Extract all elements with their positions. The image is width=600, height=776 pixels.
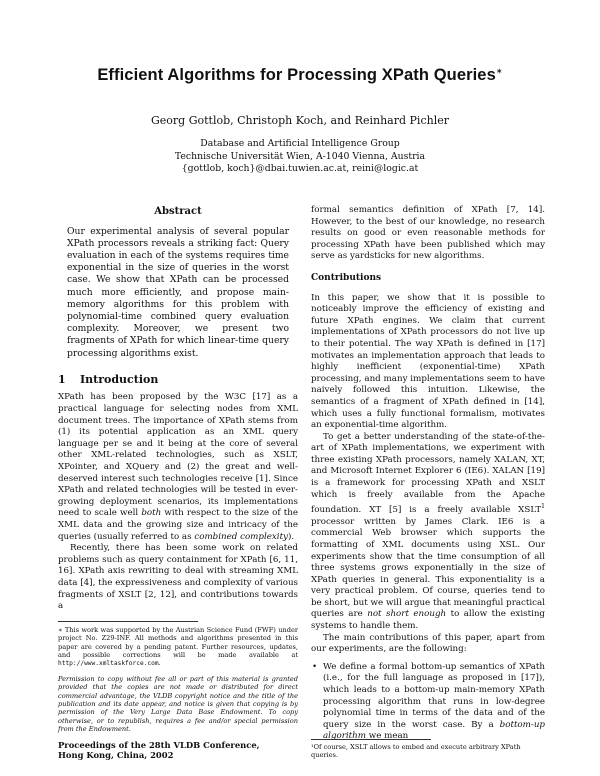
contrib-paragraph-1: In this paper, we show that it is possible to noticeably improve the efficiency of existing and future XPath engines. We claim that current implementations of XPath processors do not live up to their potential. The way XPath is defined in [17] motivates an implementation approach that leads to highly inefficient (exponential-time) XPath processing, and many implementations seem to have naively followed this intuition. Likewise, the semantics of a fragment of XPath defined in [14], which uses a fully functional formalism, motivates an exponential-time algorithm. bbox=[311, 292, 545, 431]
funding-footnote bbox=[58, 626, 298, 669]
abstract-heading: Abstract bbox=[154, 206, 202, 217]
affiliation bbox=[0, 138, 600, 176]
right-column bbox=[311, 205, 545, 743]
footnote-divider bbox=[311, 739, 431, 740]
right-footnote bbox=[311, 739, 545, 760]
authors: Georg Gottlob, Christoph Koch, and Reinhard Pichler bbox=[151, 114, 449, 127]
intro-p1-emphasis: both bbox=[141, 508, 162, 519]
list-item bbox=[312, 661, 545, 743]
left-column bbox=[58, 206, 298, 761]
intro-paragraph-2: Recently, there has been some work on related problems such as query containment for XPath [6, 11, 16]. XPath axis rewriting to deal with streaming XML data [4], the expressiveness and complexity of various fragments of XSLT [2, 12], and contributions towards a bbox=[58, 543, 298, 612]
section-title: Introduction bbox=[80, 372, 159, 386]
contrib-p2-text: To get a better understanding of the state-of-the-art of XPath implementations, we experiment with three existing XPath processors, namely XALAN, XT, and Microsoft Internet Explorer 6 (IE6). XALAN [19] is a framework for processing XPath and XSLT which is freely available from the Apache foundation. XT [5] is a freely available XSLT bbox=[311, 431, 545, 516]
footnote-end: . bbox=[158, 659, 161, 668]
contrib-p2-rest: processor written by James Clark. IE6 is a commercial Web browser which supports the formatting of XML documents using XSL. Our experiments show that the time consumption of all three systems grows exponentially in the size of XPath queries in general. This exponentiality is a very practical problem. Of course, queries tend to be short, but we will argue that meaningful practical queries are bbox=[311, 516, 545, 620]
contrib-p2-emphasis: not short enough bbox=[367, 609, 447, 620]
permission-notice: Permission to copy without fee all or part of this material is granted provided that the copies are not made or distributed for direct commercial advantage, the VLDB copyright notice and the title of the publication and its date appear, and notice is given that copying is by permission of the Very Large Data Base Endowment. To copy otherwise, or to republish, requires a fee and/or special permission from the Endowment. bbox=[58, 674, 298, 734]
section-heading-introduction bbox=[58, 374, 298, 386]
intro-paragraph-1 bbox=[58, 392, 298, 543]
contrib-paragraph-2 bbox=[311, 432, 545, 633]
list-item-text: We define a formal bottom-up semantics of XPath (i.e., for the full language as proposed in [17]), which leads to a bottom-up main-memory XPath processing algorithm that runs in low-degree polynomial time in terms of the data and of the query size in the worst case. By a bbox=[323, 661, 545, 730]
abstract-text: Our experimental analysis of several popular XPath processors reveals a striking fact: Query evaluation in each of the systems requires time exponential in the size of queries in the worst case. We show that XPath can be processed much more efficiently, and propose main-memory algorithms for this problem with polynomial-time combined query evaluation complexity. Moreover, we present two fragments of XPath for which linear-time query processing algorithms exist. bbox=[67, 225, 289, 359]
affiliation-address: Technische Universität Wien, A-1040 Vienna, Austria bbox=[174, 150, 426, 162]
intro-p1-end: ). bbox=[287, 531, 295, 542]
intro-p1-text: XPath has been proposed by the W3C [17] as a practical language for selecting nodes from XML document trees. The importance of XPath stems from (1) its potential application as an XML query language per se and it being at the core of several other XML-related technologies, such as XSLT, XPointer, and XQuery and (2) the great and well-deserved interest such technologies receive [1]. Since XPath and related technologies will be tested in ever-growing deployment scenarios, its implementations need to scale well bbox=[58, 392, 298, 519]
proceedings-line-2: Hong Kong, China, 2002 bbox=[58, 750, 174, 761]
title-text: Efficient Algorithms for Processing XPath Queries bbox=[97, 66, 496, 84]
affiliation-group: Database and Artificial Intelligence Group bbox=[200, 138, 400, 149]
proceedings-info bbox=[58, 740, 298, 761]
title-footnote-mark: ∗ bbox=[495, 66, 503, 76]
contrib-paragraph-3: The main contributions of this paper, apart from our experiments, are the following: bbox=[311, 632, 545, 655]
funding-footnote-text: ∗ This work was supported by the Austrian Science Fund (FWF) under project No. Z29-INF. All methods and algorithms presented in this paper are covered by a pending patent. Further resources, updates, and possible corrections will be made available at bbox=[58, 625, 298, 659]
intro-p1-combined-complexity: combined complexity bbox=[194, 531, 288, 542]
affiliation-emails: {gottlob, koch}@dbai.tuwien.ac.at, reini@logic.at bbox=[181, 163, 419, 174]
proceedings-line-1: Proceedings of the 28th VLDB Conference, bbox=[58, 739, 260, 750]
footnote-text: ¹Of course, XSLT allows to embed and execute arbitrary XPath queries. bbox=[311, 743, 521, 760]
list-item-emphasis: bottom-up algorithm bbox=[323, 719, 545, 742]
list-item-end: we mean bbox=[368, 731, 409, 742]
intro-p1-rest: with respect to the size of the XML data and the growing size and intricacy of the queries (usually referred to as bbox=[58, 508, 298, 542]
footnote-marker: 1 bbox=[541, 503, 545, 511]
paper-title bbox=[0, 66, 600, 85]
bullet-icon: • bbox=[312, 661, 318, 672]
right-paragraph-0: formal semantics definition of XPath [7, 14]. However, to the best of our knowledge, no research results on good or even reasonable methods for processing XPath have been published which may serve as yardsticks for new algorithms. bbox=[311, 205, 545, 262]
resource-url-link[interactable]: http://www.xmltaskforce.com bbox=[58, 660, 159, 668]
contributions-heading: Contributions bbox=[311, 272, 382, 283]
contributions-list bbox=[311, 662, 545, 743]
section-number: 1 bbox=[58, 372, 66, 386]
contrib-p2-end: to allow the existing systems to handle them. bbox=[311, 609, 545, 632]
